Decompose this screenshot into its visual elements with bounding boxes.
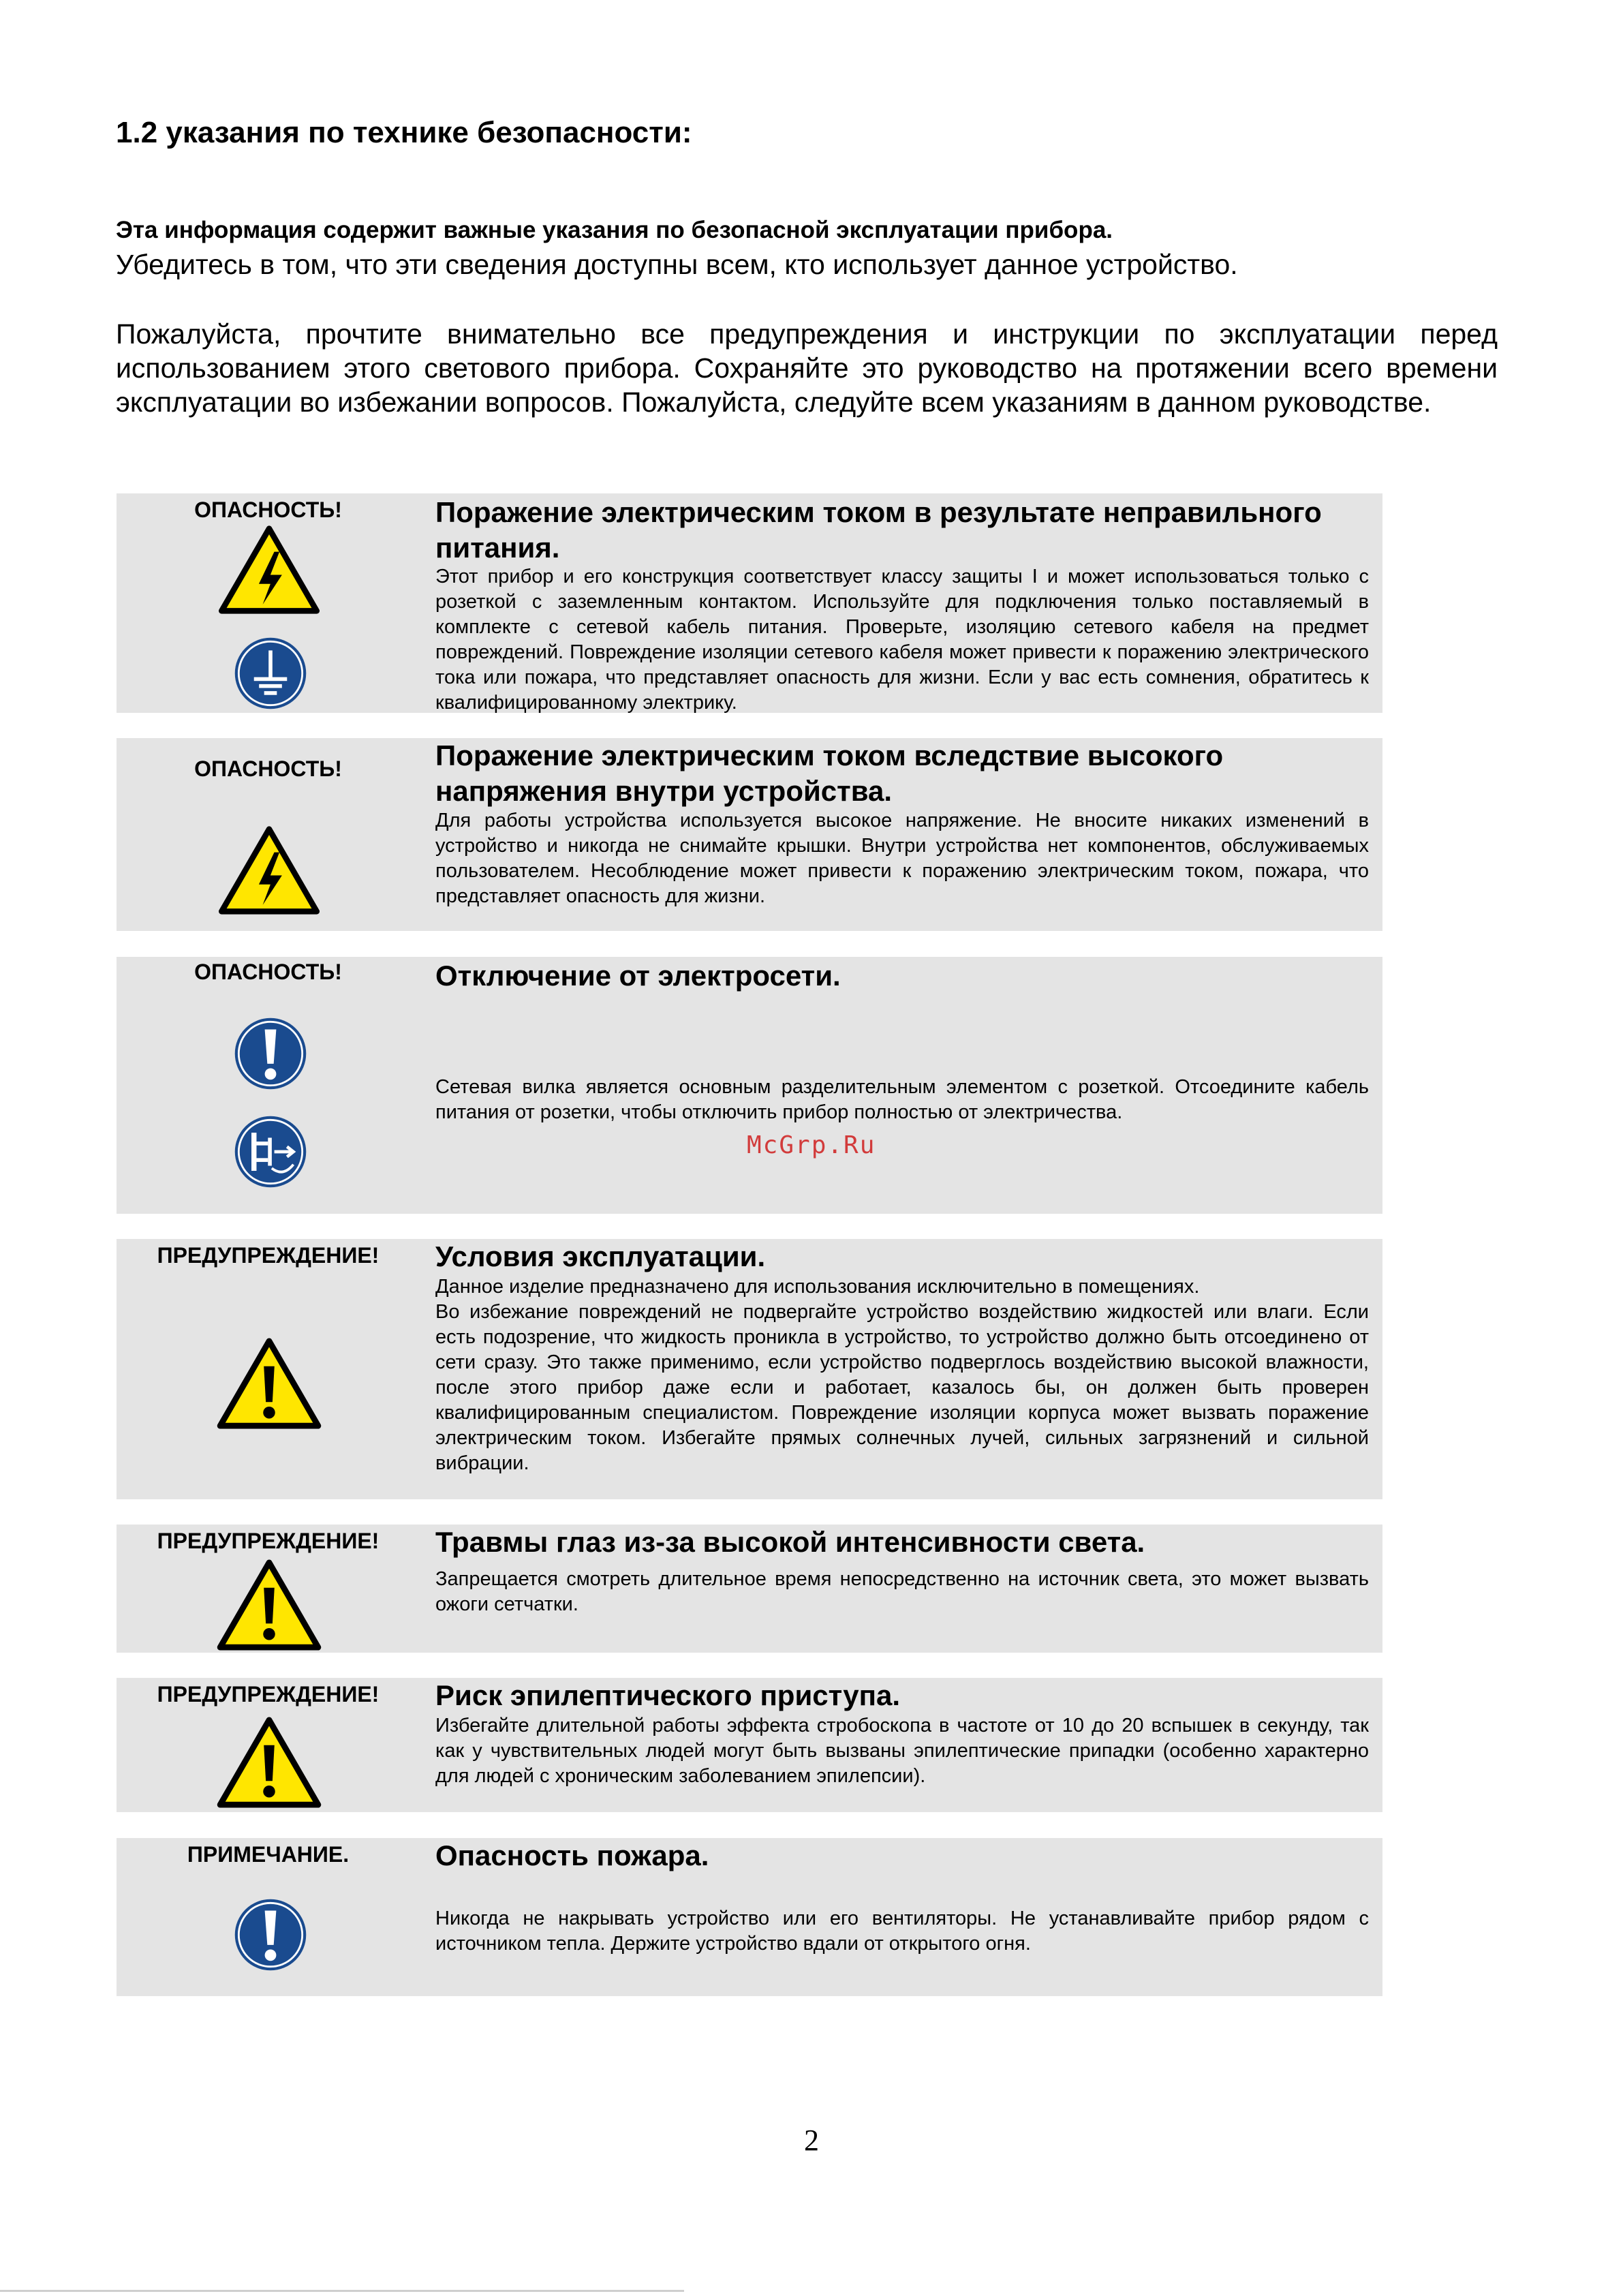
- high-voltage-warning-icon: [217, 525, 321, 615]
- warning-box-operating-conditions: [117, 1239, 1382, 1499]
- warning-box-mains-disconnect: [117, 957, 1382, 1214]
- intro-line: Убедитесь в том, что эти сведения доступны всем, кто использует данное устройство.: [116, 249, 1238, 280]
- note-body: Никогда не накрывать устройство или его вентиляторы. Не устанавливайте прибор рядом с источником тепла. Держите устройство вдали от открытого огня.: [435, 1908, 1369, 1955]
- unplug-mains-icon: [232, 1114, 309, 1190]
- page-number: 2: [804, 2124, 819, 2157]
- general-warning-icon: [216, 1716, 322, 1809]
- section-title: 1.2 указания по технике безопасности:: [116, 116, 692, 149]
- warning-box-electric-supply: [117, 493, 1382, 713]
- warning-label: ОПАСНОСТЬ!: [194, 960, 342, 984]
- warning-box-high-voltage: [117, 738, 1382, 931]
- warning-body: Для работы устройства используется высокое напряжение. Не вносите никаких изменений в устройство и никогда не снимайте крышки. Внутри устройства нет компонентов, обслуживаемых пользователем. Несоблюдение может привести к поражению электрическим током, пожара, что представляет опасность для жизни.: [435, 810, 1369, 907]
- general-warning-icon: [216, 1337, 322, 1430]
- warning-label: ОПАСНОСТЬ!: [194, 756, 342, 781]
- warning-heading: Поражение электрическим током вследствие высокого напряжения внутри устройства.: [435, 739, 1224, 807]
- warning-body: Во избежание повреждений не подвергайте устройство воздействию жидкостей или влаги. Если есть подозрение, что жидкость проникла в устройство, то устройство должно быть отсоединено от сети сразу. Это также применимо, если устройство подверглось воздействию высокой влажности, после этого прибор даже если и работает, казалось бы, он должен быть проверен квалифицированным специалистом. Повреждение изоляции корпуса может вызвать поражение электрическим током. Избегайте прямых солнечных лучей, сильных загрязнений и сильной вибрации.: [435, 1301, 1369, 1474]
- warning-heading: Условия эксплуатации.: [435, 1240, 766, 1272]
- warning-heading: Риск эпилептического приступа.: [435, 1679, 901, 1711]
- intro-bold-line: Эта информация содержит важные указания по безопасной эксплуатации прибора.: [116, 217, 1113, 243]
- warning-label: ПРЕДУПРЕЖДЕНИЕ!: [157, 1243, 380, 1268]
- ground-symbol-icon: [232, 635, 309, 711]
- note-heading: Опасность пожара.: [435, 1839, 709, 1871]
- warning-box-eye-injury: [117, 1525, 1382, 1653]
- note-box-fire-hazard: [117, 1838, 1382, 1996]
- warning-body: Запрещается смотреть длительное время непосредственно на источник света, это может вызвать ожоги сетчатки.: [435, 1568, 1369, 1615]
- warning-body: Этот прибор и его конструкция соответствует классу защиты I и может использоваться только с розеткой с заземленным контактом. Используйте для подключения только поставляемый в комплекте с сетевой кабель питания. Проверьте, изоляцию сетевого кабеля на предмет повреждений. Повреждение изоляции сетевого кабеля может привести к поражению электрического тока или пожара, что представляет опасность для жизни. Если у вас есть сомнения, обратитесь к квалифицированному электрику.: [435, 566, 1369, 714]
- warning-box-epilepsy: [117, 1678, 1382, 1812]
- warning-label: ПРЕДУПРЕЖДЕНИЕ!: [157, 1682, 380, 1706]
- warning-heading: Отключение от электросети.: [435, 960, 841, 992]
- footer-rule: [0, 2290, 684, 2292]
- warning-label: ОПАСНОСТЬ!: [194, 498, 342, 522]
- warning-heading: Травмы глаз из-за высокой интенсивности света.: [435, 1526, 1145, 1558]
- intro-paragraph: Пожалуйста, прочтите внимательно все предупреждения и инструкции по эксплуатации перед использованием этого светового прибора. Сохраняйте это руководство на протяжении всего времени эксплуатации во избежании вопросов. Пожалуйста, следуйте всем указаниям в данном руководстве.: [116, 318, 1498, 418]
- warning-body: Избегайте длительной работы эффекта стробоскопа в частоте от 10 до 20 вспышек в секунду, так как у чувствительных людей могут быть вызваны эпилептические припадки (особенно характерно для людей с хроническим заболеванием эпилепсии).: [435, 1715, 1369, 1787]
- warning-body-line: Данное изделие предназначено для использования исключительно в помещениях.: [435, 1276, 1200, 1298]
- general-warning-icon: [216, 1559, 322, 1651]
- warning-body: Сетевая вилка является основным разделительным элементом с розеткой. Отсоедините кабель питания от розетки, чтобы отключить прибор полностью от электричества.: [435, 1076, 1369, 1123]
- note-label: ПРИМЕЧАНИЕ.: [187, 1842, 350, 1867]
- mandatory-exclamation-icon: [232, 1015, 309, 1092]
- high-voltage-warning-icon: [217, 825, 321, 915]
- watermark: McGrp.Ru: [747, 1131, 876, 1159]
- warning-heading: Поражение электрическим током в результате неправильного питания.: [435, 496, 1322, 564]
- mandatory-exclamation-icon: [232, 1897, 309, 1973]
- warning-label: ПРЕДУПРЕЖДЕНИЕ!: [157, 1529, 380, 1553]
